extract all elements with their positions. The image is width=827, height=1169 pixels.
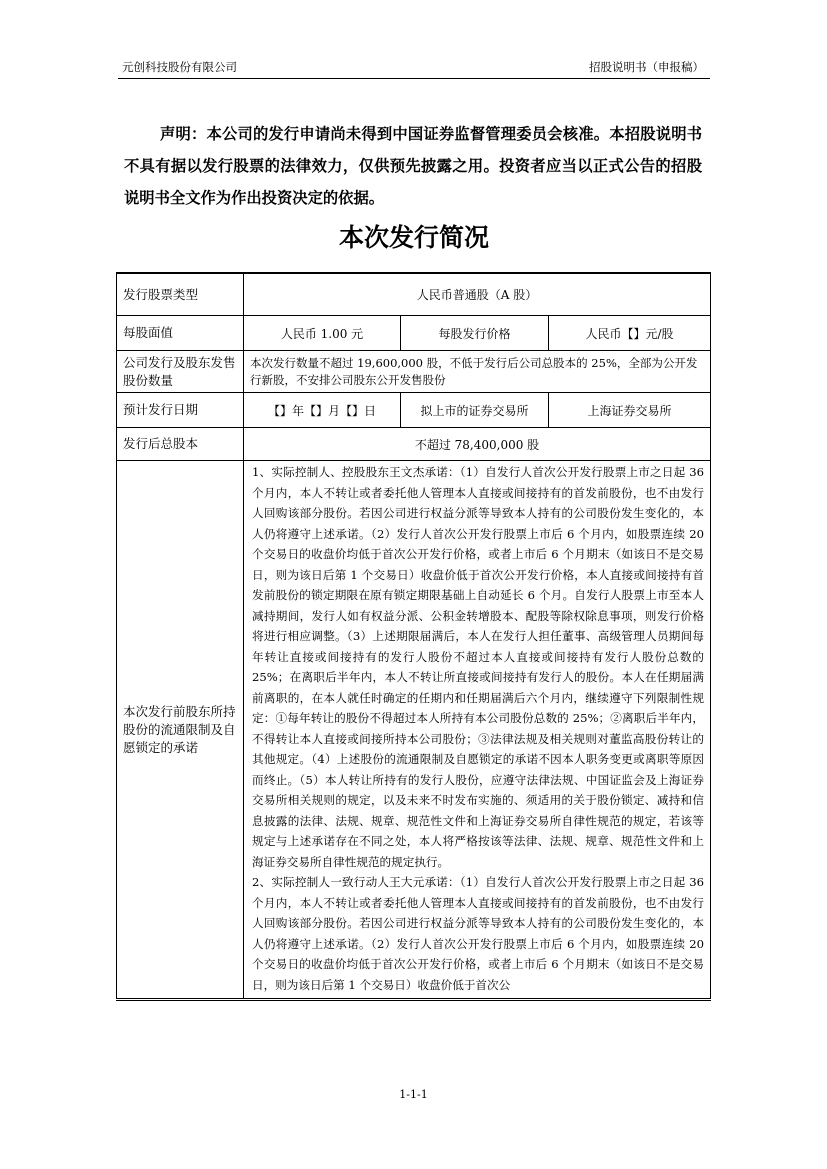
share-type-value: 人民币普通股（A 股） bbox=[244, 273, 711, 316]
header-divider bbox=[118, 78, 710, 79]
table-row-total-shares bbox=[117, 428, 711, 461]
table-row-issue-quantity bbox=[117, 351, 711, 393]
par-value-label: 每股面值 bbox=[117, 316, 244, 351]
lockup-paragraph-1: 1、实际控制人、控股股东王文杰承诺：（1）自发行人首次公开发行股票上市之日起 36 个月内，本人不转让或者委托他人管理本人直接或间接持有的首发前股份，也不由发行人回购该部分股份。若因公司进行权益分派等导致本人持有的公司股份发生变化的，本人仍将遵守上述承诺。（2）发行人首次公开发行股票上市后 6 个月内，如股票连续 20 个交易日的收盘价均低于首次公开发行价格，或者上市后 6 个月期末（如该日不是交易日，则为该日后第 1 个交易日）收盘价低于首次公开发行价格，本人直接或间接持有首发前股份的锁定期限在原有锁定期限基础上自动延长 6 个月。自发行人股票上市至本人减持期间，发行人如有权益分派、公积金转增股本、配股等除权除息事项，则发行价格将进行相应调整。（3）上述期限届满后，本人在发行人担任董事、高级管理人员期间每年转让直接或间接持有的发行人股份不超过本人直接或间接持有发行人股份总数的 25%；在离职后半年内，本人不转让所直接或间接持有发行人的股份。本人在任期届满前离职的，在本人就任时确定的任期内和任期届满后六个月内，继续遵守下列限制性规定：①每年转让的股份不得超过本人所持有本公司股份总数的 25%；②离职后半年内，不得转让本人直接或间接所持本公司股份；③法律法规及相关规则对董监高股份转让的其他规定。（4）上述股份的流通限制及自愿锁定的承诺不因本人职务变更或离职等原因而终止。（5）本人转让所持有的发行人股份，应遵守法律法规、中国证监会及上海证券交易所相关规则的规定，以及未来不时发布实施的、须适用的关于股份锁定、减持和信息披露的法律、法规、规章、规范性文件和上海证券交易所自律性规范的规定，若该等规定与上述承诺存在不同之处，本人将严格按该等法律、法规、规章、规范性文件和上海证券交易所自律性规范的规定执行。 bbox=[252, 465, 705, 869]
issuance-summary-table bbox=[116, 272, 711, 1001]
table-row-par-value bbox=[117, 316, 711, 351]
table-row-lockup bbox=[117, 461, 711, 1000]
header-company-name: 元创科技股份有限公司 bbox=[122, 60, 237, 74]
share-type-label: 发行股票类型 bbox=[117, 273, 244, 316]
issue-date-value: 【】年【】月【】日 bbox=[244, 393, 401, 428]
total-shares-value: 不超过 78,400,000 股 bbox=[244, 428, 711, 461]
lockup-label: 本次发行前股东所持股份的流通限制及自愿锁定的承诺 bbox=[117, 461, 244, 1000]
page-header bbox=[118, 58, 710, 78]
issue-price-label: 每股发行价格 bbox=[401, 316, 549, 351]
issue-date-label: 预计发行日期 bbox=[117, 393, 244, 428]
exchange-value: 上海证券交易所 bbox=[549, 393, 711, 428]
declaration-paragraph: 声明：本公司的发行申请尚未得到中国证券监督管理委员会核准。本招股说明书不具有据以发行股票的法律效力，仅供预先披露之用。投资者应当以正式公告的招股说明书全文作为作出投资决定的依据。 bbox=[124, 125, 702, 207]
par-value-value: 人民币 1.00 元 bbox=[244, 316, 401, 351]
lockup-commitment-text bbox=[244, 461, 711, 1000]
issue-price-value: 人民币【】元/股 bbox=[549, 316, 711, 351]
lockup-paragraph-2: 2、实际控制人一致行动人王大元承诺：（1）自发行人首次公开发行股票上市之日起 36 个月内，本人不转让或者委托他人管理本人直接或间接持有的首发前股份，也不由发行人回购该部分股份。若因公司进行权益分派等导致本人持有的公司股份发生变化的，本人仍将遵守上述承诺。（2）发行人首次公开发行股票上市后 6 个月内，如股票连续 20 个交易日的收盘价均低于首次公开发行价格，或者上市后 6 个月期末（如该日不是交易日，则为该日后第 1 个交易日）收盘价低于首次公 bbox=[252, 875, 705, 992]
header-document-type: 招股说明书（申报稿） bbox=[589, 60, 704, 74]
page-number: 1-1-1 bbox=[399, 1088, 428, 1101]
exchange-label: 拟上市的证券交易所 bbox=[401, 393, 549, 428]
page-title: 本次发行简况 bbox=[338, 223, 489, 252]
issue-quantity-value: 本次发行数量不超过 19,600,000 股，不低于发行后公司总股本的 25%，全部为公开发行新股，不安排公司股东公开发售股份 bbox=[244, 351, 711, 393]
table-row-share-type bbox=[117, 273, 711, 316]
issue-quantity-label: 公司发行及股东发售股份数量 bbox=[117, 351, 244, 393]
total-shares-label: 发行后总股本 bbox=[117, 428, 244, 461]
table-row-issue-date bbox=[117, 393, 711, 428]
